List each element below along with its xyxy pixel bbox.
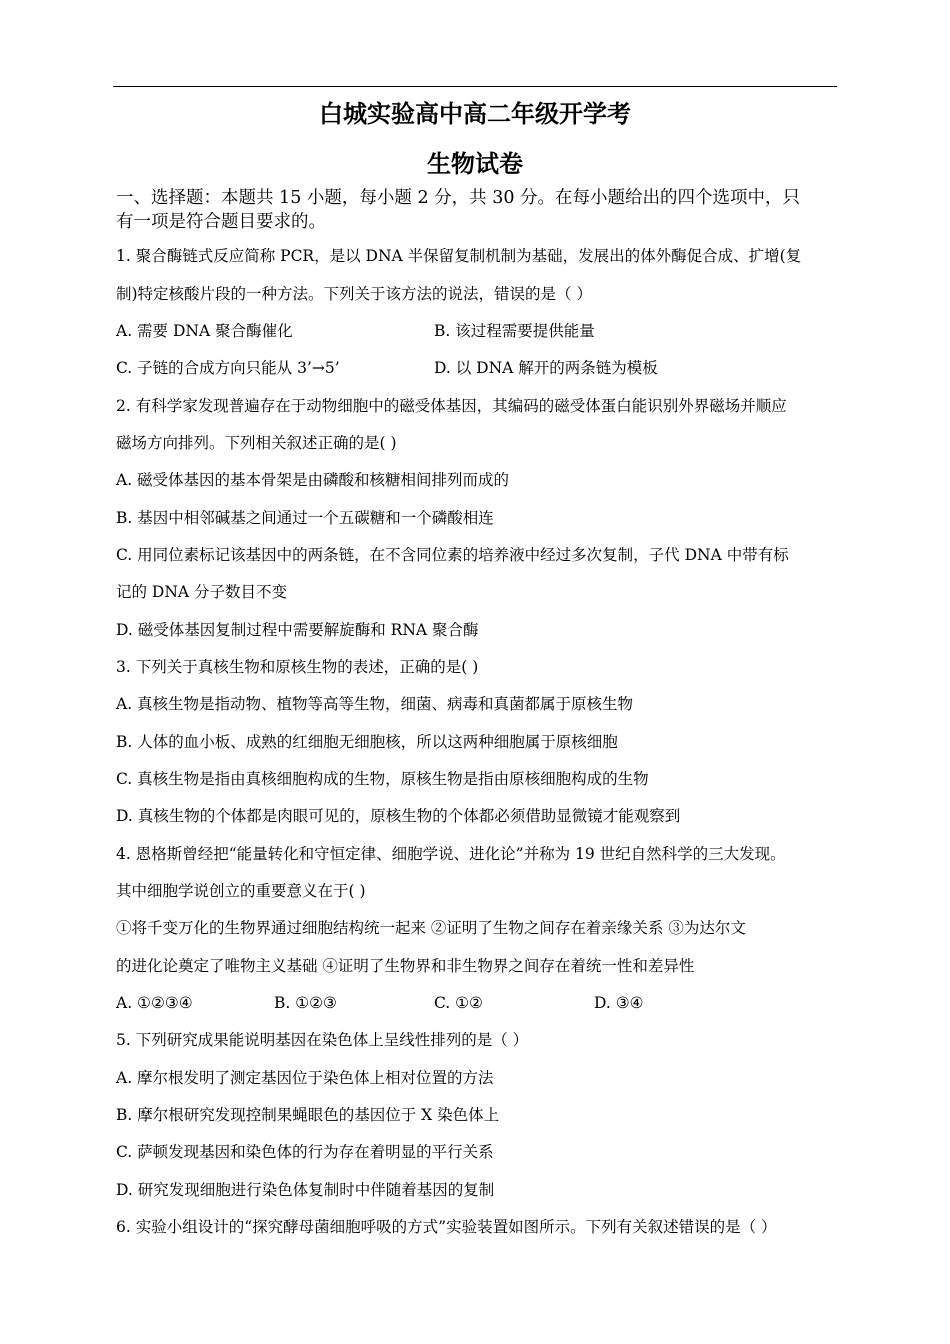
question-2-stem-line-1: 2. 有科学家发现普遍存在于动物细胞中的磁受体基因，其编码的磁受体蛋白能识别外界磁场并顺应 <box>116 397 787 415</box>
question-3-option-a: A. 真核生物是指动物、植物等高等生物，细菌、病毒和真菌都属于原核生物 <box>116 695 634 713</box>
question-3-option-c: C. 真核生物是指由真核细胞构成的生物，原核生物是指由原核细胞构成的生物 <box>116 770 649 788</box>
question-5-option-a: A. 摩尔根发明了测定基因位于染色体上相对位置的方法 <box>116 1069 494 1087</box>
question-4-option-a: A. ①②③④ <box>116 994 193 1012</box>
question-4-statements-line-1: ①将千变万化的生物界通过细胞结构统一起来 ②证明了生物之间存在着亲缘关系 ③为达尔文 <box>116 919 746 937</box>
question-5-option-b: B. 摩尔根研究发现控制果蝇眼色的基因位于 X 染色体上 <box>116 1106 500 1124</box>
question-4-option-b: B. ①②③ <box>274 994 337 1012</box>
question-1-option-c: C. 子链的合成方向只能从 3’→5’ <box>116 359 340 377</box>
question-4-stem-line-2: 其中细胞学说创立的重要意义在于( ) <box>116 882 366 900</box>
section-instruction-line-2: 有一项是符合题目要求的。 <box>116 212 326 232</box>
question-3-option-b: B. 人体的血小板、成熟的红细胞无细胞核，所以这两种细胞属于原核细胞 <box>116 733 618 751</box>
question-2-stem-line-2: 磁场方向排列。下列相关叙述正确的是( ) <box>116 434 397 452</box>
question-4-stem-line-1: 4. 恩格斯曾经把“能量转化和守恒定律、细胞学说、进化论”并称为 19 世纪自然科学的三大发现。 <box>116 845 786 863</box>
question-6-stem: 6. 实验小组设计的“探究酵母菌细胞呼吸的方式”实验装置如图所示。下列有关叙述错误的是（ ） <box>116 1218 777 1236</box>
question-2-option-c-cont: 记的 DNA 分子数目不变 <box>116 583 288 601</box>
exam-title: 白城实验高中高二年级开学考 <box>319 99 631 128</box>
question-2-option-b: B. 基因中相邻碱基之间通过一个五碳糖和一个磷酸相连 <box>116 509 494 527</box>
question-1-option-a: A. 需要 DNA 聚合酶催化 <box>116 322 293 340</box>
question-5-stem: 5. 下列研究成果能说明基因在染色体上呈线性排列的是（ ） <box>116 1031 529 1049</box>
question-1-option-d: D. 以 DNA 解开的两条链为模板 <box>434 359 658 377</box>
question-5-option-c: C. 萨顿发现基因和染色体的行为存在着明显的平行关系 <box>116 1143 494 1161</box>
question-4-option-d: D. ③④ <box>594 994 644 1012</box>
question-3-option-d: D. 真核生物的个体都是肉眼可见的，原核生物的个体都必须借助显微镜才能观察到 <box>116 807 681 825</box>
exam-subtitle: 生物试卷 <box>427 149 523 178</box>
question-1-stem-line-1: 1. 聚合酶链式反应简称 PCR，是以 DNA 半保留复制机制为基础，发展出的体外酶促合成、扩增(复 <box>116 247 802 265</box>
question-4-option-c: C. ①② <box>434 994 483 1012</box>
question-1-stem-line-2: 制)特定核酸片段的一种方法。下列关于该方法的说法，错误的是（ ） <box>116 285 592 303</box>
question-4-statements-line-2: 的进化论奠定了唯物主义基础 ④证明了生物界和非生物界之间存在着统一性和差异性 <box>116 957 695 975</box>
header-rule <box>113 86 837 87</box>
question-1-option-b: B. 该过程需要提供能量 <box>434 322 595 340</box>
question-2-option-c: C. 用同位素标记该基因中的两条链，在不含同位素的培养液中经过多次复制，子代 DNA 中带有标 <box>116 546 789 564</box>
question-2-option-d: D. 磁受体基因复制过程中需要解旋酶和 RNA 聚合酶 <box>116 621 479 639</box>
question-3-stem: 3. 下列关于真核生物和原核生物的表述，正确的是( ) <box>116 658 479 676</box>
section-instruction-line-1: 一、选择题：本题共 15 小题，每小题 2 分，共 30 分。在每小题给出的四个选项中，只 <box>116 188 801 208</box>
question-2-option-a: A. 磁受体基因的基本骨架是由磷酸和核糖相间排列而成的 <box>116 471 510 489</box>
question-5-option-d: D. 研究发现细胞进行染色体复制时中伴随着基因的复制 <box>116 1181 495 1199</box>
